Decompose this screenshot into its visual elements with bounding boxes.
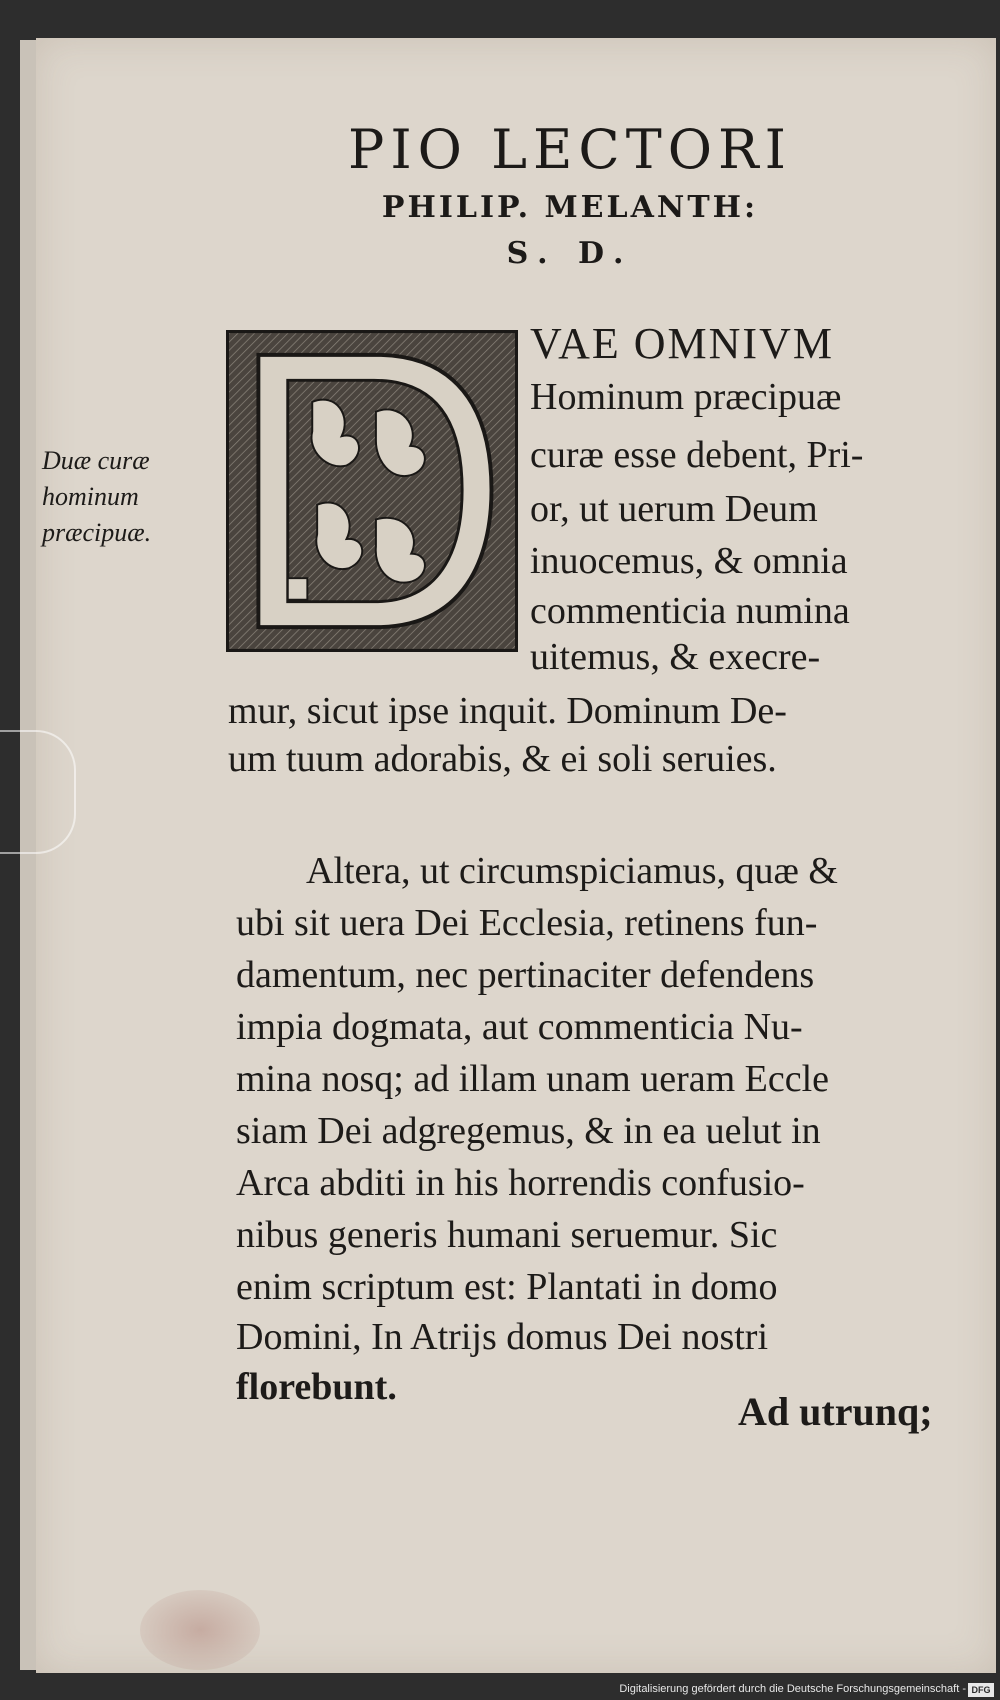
- text-line: impia dogmata, aut commenticia Nu-: [236, 1006, 803, 1048]
- funding-credit: Digitalisierung gefördert durch die Deutsche Forschungsgemeinschaft -: [619, 1683, 966, 1695]
- page-clip: [0, 730, 76, 854]
- catchword: Ad utrunq;: [738, 1389, 933, 1434]
- text-line: Arca abditi in his horrendis confusio-: [236, 1162, 805, 1204]
- text-line: um tuum adorabis, & ei soli seruies.: [228, 738, 777, 780]
- text-line: uitemus, & execre-: [530, 636, 821, 678]
- text-line: VAE OMNIVM: [530, 319, 834, 368]
- paper-stain: [140, 1590, 260, 1670]
- salutation: S. D.: [506, 236, 634, 271]
- text-line: mur, sicut ipse inquit. Dominum De-: [228, 690, 787, 732]
- text-line: nibus generis humani seruemur. Sic: [236, 1214, 778, 1256]
- text-line: Hominum præcipuæ: [530, 376, 842, 418]
- page-title: PIO LECTORI: [348, 118, 792, 181]
- drop-cap-initial: [226, 330, 518, 652]
- text-line: damentum, nec pertinaciter defendens: [236, 954, 815, 996]
- text-line: Altera, ut circumspiciamus, quæ &: [306, 850, 838, 892]
- text-line: mina nosq; ad illam unam ueram Eccle: [236, 1058, 830, 1100]
- margin-note-line: Duæ curæ: [42, 446, 150, 475]
- dfg-logo: DFG: [968, 1683, 994, 1697]
- text-line: commenticia numina: [530, 590, 850, 632]
- text-line: siam Dei adgregemus, & in ea uelut in: [236, 1110, 821, 1152]
- text-line: ubi sit uera Dei Ecclesia, retinens fun-: [236, 902, 818, 944]
- text-line: or, ut uerum Deum: [530, 488, 818, 530]
- text-line: inuocemus, & omnia: [530, 540, 848, 582]
- author-line: PHILIP. MELANTH:: [381, 190, 759, 225]
- text-line: florebunt.: [236, 1366, 397, 1408]
- margin-note-line: præcipuæ.: [42, 518, 152, 547]
- text-line: curæ esse debent, Pri-: [530, 434, 864, 476]
- text-line: Domini, In Atrijs domus Dei nostri: [236, 1316, 768, 1358]
- text-line: enim scriptum est: Plantati in domo: [236, 1266, 778, 1308]
- margin-note-line: hominum: [42, 482, 139, 511]
